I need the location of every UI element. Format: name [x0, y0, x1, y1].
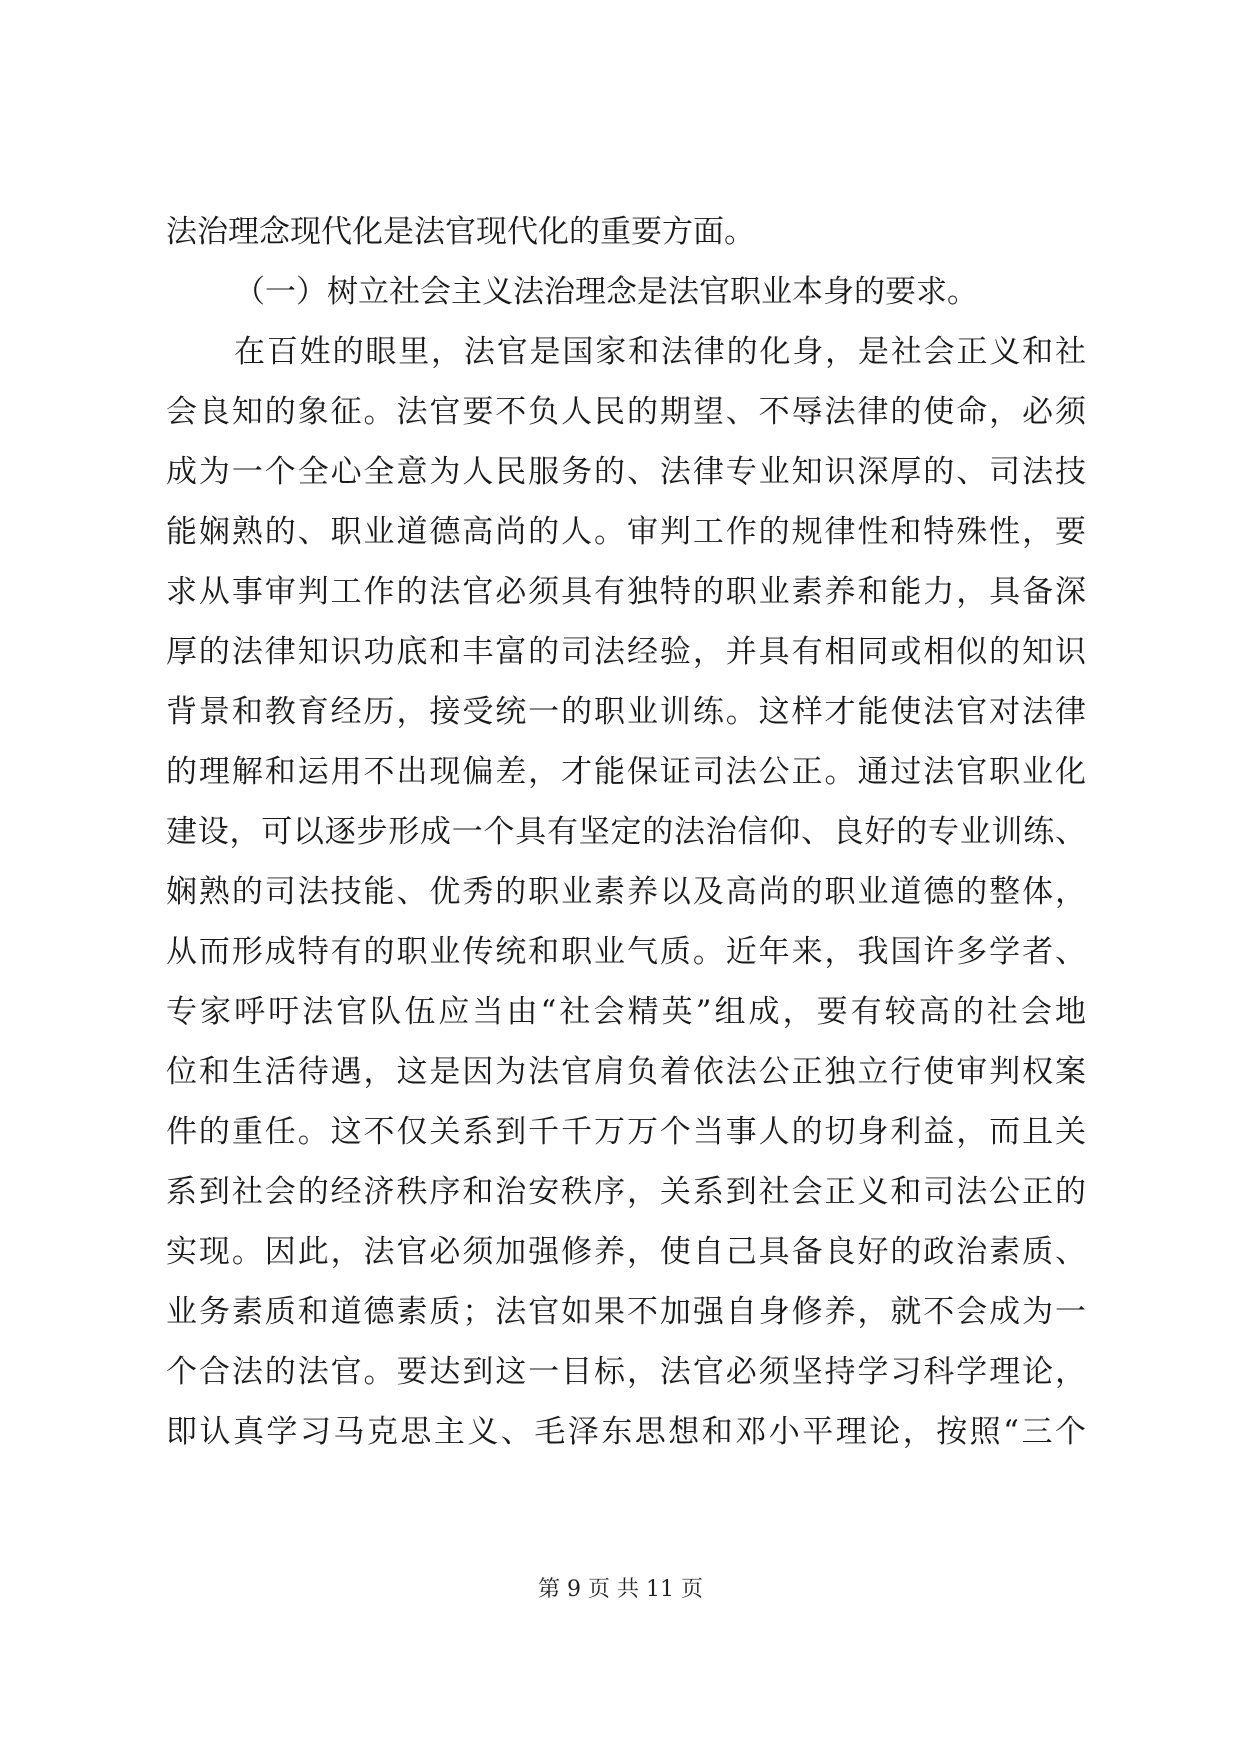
text-line-4: 会良知的象征。法官要不负人民的期望、不辱法律的使命，必须 [166, 394, 1086, 430]
text-line-12: 娴熟的司法技能、优秀的职业素养以及高尚的职业道德的整体， [166, 874, 1086, 910]
text-line-9: 背景和教育经历，接受统一的职业训练。这样才能使法官对法律 [166, 694, 1086, 730]
text-line-11: 建设，可以逐步形成一个具有坚定的法治信仰、良好的专业训练、 [166, 814, 1086, 850]
text-line-15: 位和生活待遇，这是因为法官肩负着依法公正独立行使审判权案 [166, 1054, 1086, 1090]
text-line-13: 从而形成特有的职业传统和职业气质。近年来，我国许多学者、 [166, 934, 1086, 970]
page-number-footer: 第 9 页 共 11 页 [538, 1577, 703, 1602]
text-line-3: 在百姓的眼里，法官是国家和法律的化身，是社会正义和社 [234, 334, 1086, 370]
text-line-5: 成为一个全心全意为人民服务的、法律专业知识深厚的、司法技 [166, 454, 1086, 490]
text-line-17: 系到社会的经济秩序和治安秩序，关系到社会正义和司法公正的 [166, 1174, 1086, 1210]
text-line-21: 即认真学习马克思主义、毛泽东思想和邓小平理论，按照“三个 [166, 1414, 1086, 1450]
text-line-19: 业务素质和道德素质；法官如果不加强自身修养，就不会成为一 [166, 1294, 1086, 1330]
text-line-10: 的理解和运用不出现偏差，才能保证司法公正。通过法官职业化 [166, 754, 1086, 790]
text-line-6: 能娴熟的、职业道德高尚的人。审判工作的规律性和特殊性，要 [166, 514, 1086, 550]
section-heading: （一）树立社会主义法治理念是法官职业本身的要求。 [234, 274, 978, 310]
text-line-1: 法治理念现代化是法官现代化的重要方面。 [166, 214, 755, 250]
text-line-14: 专家呼吁法官队伍应当由“社会精英”组成，要有较高的社会地 [166, 994, 1086, 1030]
text-line-20: 个合法的法官。要达到这一目标，法官必须坚持学习科学理论， [166, 1354, 1086, 1390]
text-line-18: 实现。因此，法官必须加强修养，使自己具备良好的政治素质、 [166, 1234, 1086, 1270]
text-line-16: 件的重任。这不仅关系到千千万万个当事人的切身利益，而且关 [166, 1114, 1086, 1150]
text-line-8: 厚的法律知识功底和丰富的司法经验，并具有相同或相似的知识 [166, 634, 1086, 670]
text-line-7: 求从事审判工作的法官必须具有独特的职业素养和能力，具备深 [166, 574, 1086, 610]
